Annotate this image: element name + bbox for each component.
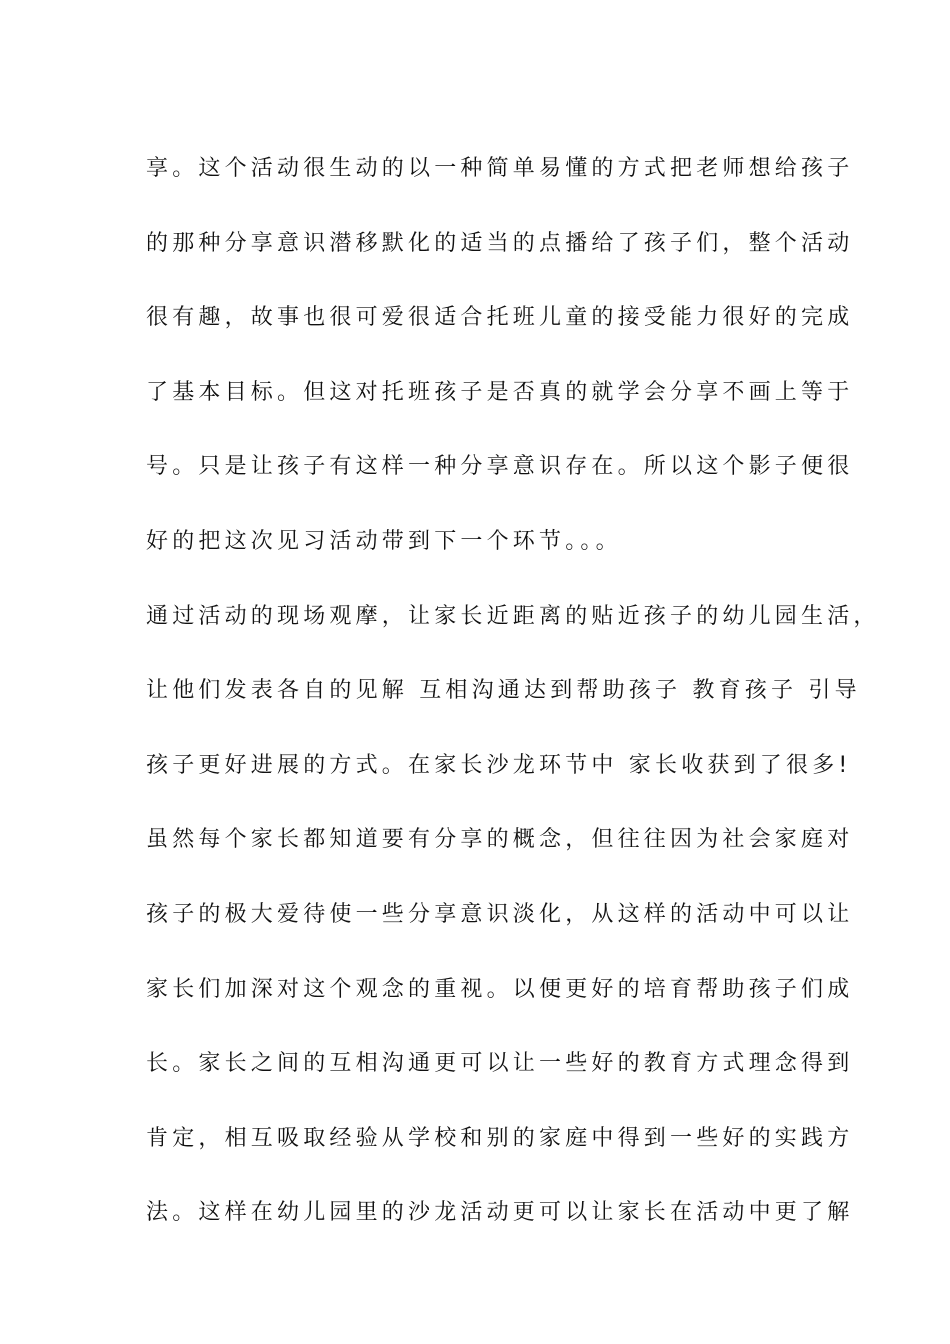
text-line: 了基本目标。但这对托班孩子是否真的就学会分享不画上等于 <box>146 379 854 405</box>
text-line: 孩子更好进展的方式。在家长沙龙环节中 家长收获到了很多! <box>146 752 852 778</box>
text-line: 很有趣，故事也很可爱很适合托班儿童的接受能力很好的完成 <box>146 305 854 331</box>
text-line: 家长们加深对这个观念的重视。以便更好的培育帮助孩子们成 <box>146 976 854 1002</box>
text-line: 肯定，相互吸取经验从学校和别的家庭中得到一些好的实践方 <box>146 1125 854 1151</box>
text-line: 享。这个活动很生动的以一种简单易懂的方式把老师想给孩子 <box>146 156 854 181</box>
body-text <box>146 132 880 1251</box>
text-line: 孩子的极大爱待使一些分享意识淡化，从这样的活动中可以让 <box>146 901 854 927</box>
text-line: 号。只是让孩子有这样一种分享意识存在。所以这个影子便很 <box>146 454 854 480</box>
text-line: 长。家长之间的互相沟通更可以让一些好的教育方式理念得到 <box>146 1051 854 1077</box>
text-line: 虽然每个家长都知道要有分享的概念，但往往因为社会家庭对 <box>146 827 854 853</box>
text-line: 好的把这次见习活动带到下一个环节。。。 <box>146 528 622 554</box>
text-line: 通过活动的现场观摩，让家长近距离的贴近孩子的幼儿园生活， <box>146 603 880 629</box>
text-line: 法。这样在幼儿园里的沙龙活动更可以让家长在活动中更了解 <box>146 1200 854 1226</box>
text-line: 让他们发表各自的见解 互相沟通达到帮助孩子 教育孩子 引导 <box>146 678 861 704</box>
text-line: 的那种分享意识潜移默化的适当的点播给了孩子们，整个活动 <box>146 230 854 256</box>
